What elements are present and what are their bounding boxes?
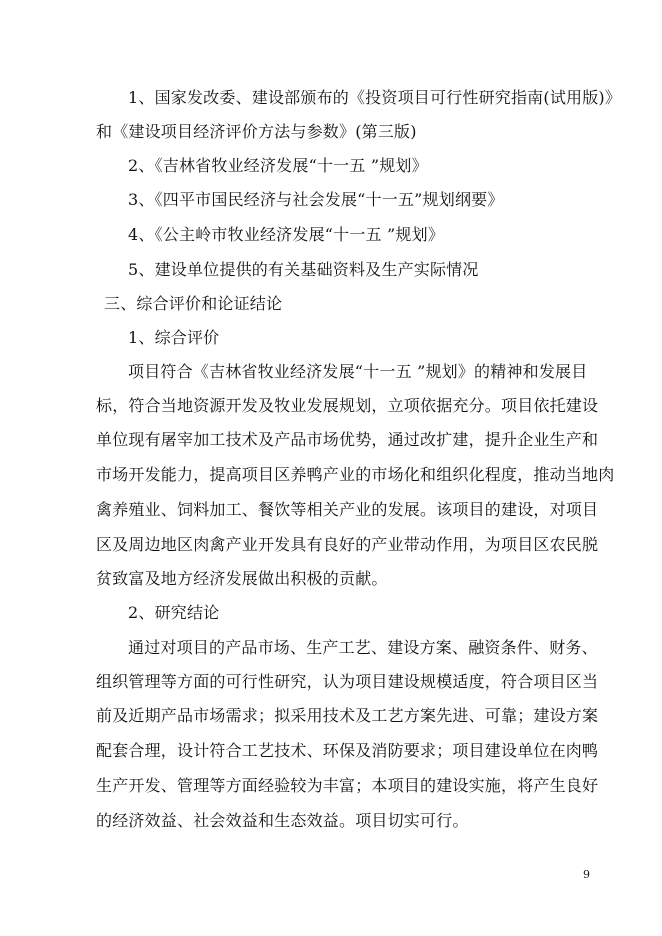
conclusion-paragraph-line: 生产开发、管理等方面经验较为丰富；本项目的建设实施，将产生良好 — [96, 776, 599, 795]
evaluation-paragraph-line: 标，符合当地资源开发及牧业发展规划，立项依据充分。项目依托建设 — [96, 396, 599, 415]
reference-item-1: 1、国家发改委、建设部颁布的《投资项目可行性研究指南(试用版)》 — [128, 88, 622, 107]
subsection-heading-conclusion: 2、研究结论 — [128, 603, 220, 622]
reference-item-5: 5、建设单位提供的有关基础资料及生产实际情况 — [128, 260, 479, 279]
conclusion-paragraph-line: 组织管理等方面的可行性研究，认为项目建设规模适度，符合项目区当 — [96, 672, 599, 691]
evaluation-paragraph-line: 禽养殖业、饲料加工、餐饮等相关产业的发展。该项目的建设，对项目 — [96, 500, 599, 519]
evaluation-paragraph-line-last: 贫致富及地方经济发展做出积极的贡献。 — [96, 569, 388, 588]
page-number: 9 — [583, 868, 590, 881]
reference-item-2: 2、《吉林省牧业经济发展“十一五 ”规划》 — [128, 156, 428, 175]
evaluation-paragraph-line: 市场开发能力，提高项目区养鸭产业的市场化和组织化程度，推动当地肉 — [96, 465, 615, 484]
subsection-heading-evaluation: 1、综合评价 — [128, 328, 220, 347]
evaluation-paragraph-line: 区及周边地区肉禽产业开发具有良好的产业带动作用，为项目区农民脱 — [96, 535, 599, 554]
reference-item-3: 3、《四平市国民经济与社会发展“十一五”规划纲要》 — [128, 190, 504, 209]
section-heading: 三、综合评价和论证结论 — [104, 294, 283, 313]
conclusion-paragraph-line: 配套合理，设计符合工艺技术、环保及消防要求；项目建设单位在肉鸭 — [96, 741, 599, 760]
reference-item-4: 4、《公主岭市牧业经济发展“十一五 ”规划》 — [128, 225, 445, 244]
conclusion-paragraph-line: 前及近期产品市场需求；拟采用技术及工艺方案先进、可靠；建设方案 — [96, 706, 599, 725]
conclusion-paragraph-line: 通过对项目的产品市场、生产工艺、建设方案、融资条件、财务、 — [128, 638, 598, 657]
evaluation-paragraph-line: 项目符合《吉林省牧业经济发展“十一五 ”规划》的精神和发展目 — [128, 362, 588, 381]
conclusion-paragraph-line-last: 的经济效益、社会效益和生态效益。项目切实可行。 — [96, 811, 469, 830]
evaluation-paragraph-line: 单位现有屠宰加工技术及产品市场优势，通过改扩建，提升企业生产和 — [96, 430, 599, 449]
reference-item-1-continuation: 和《建设项目经济评价方法与参数》(第三版) — [96, 122, 417, 141]
